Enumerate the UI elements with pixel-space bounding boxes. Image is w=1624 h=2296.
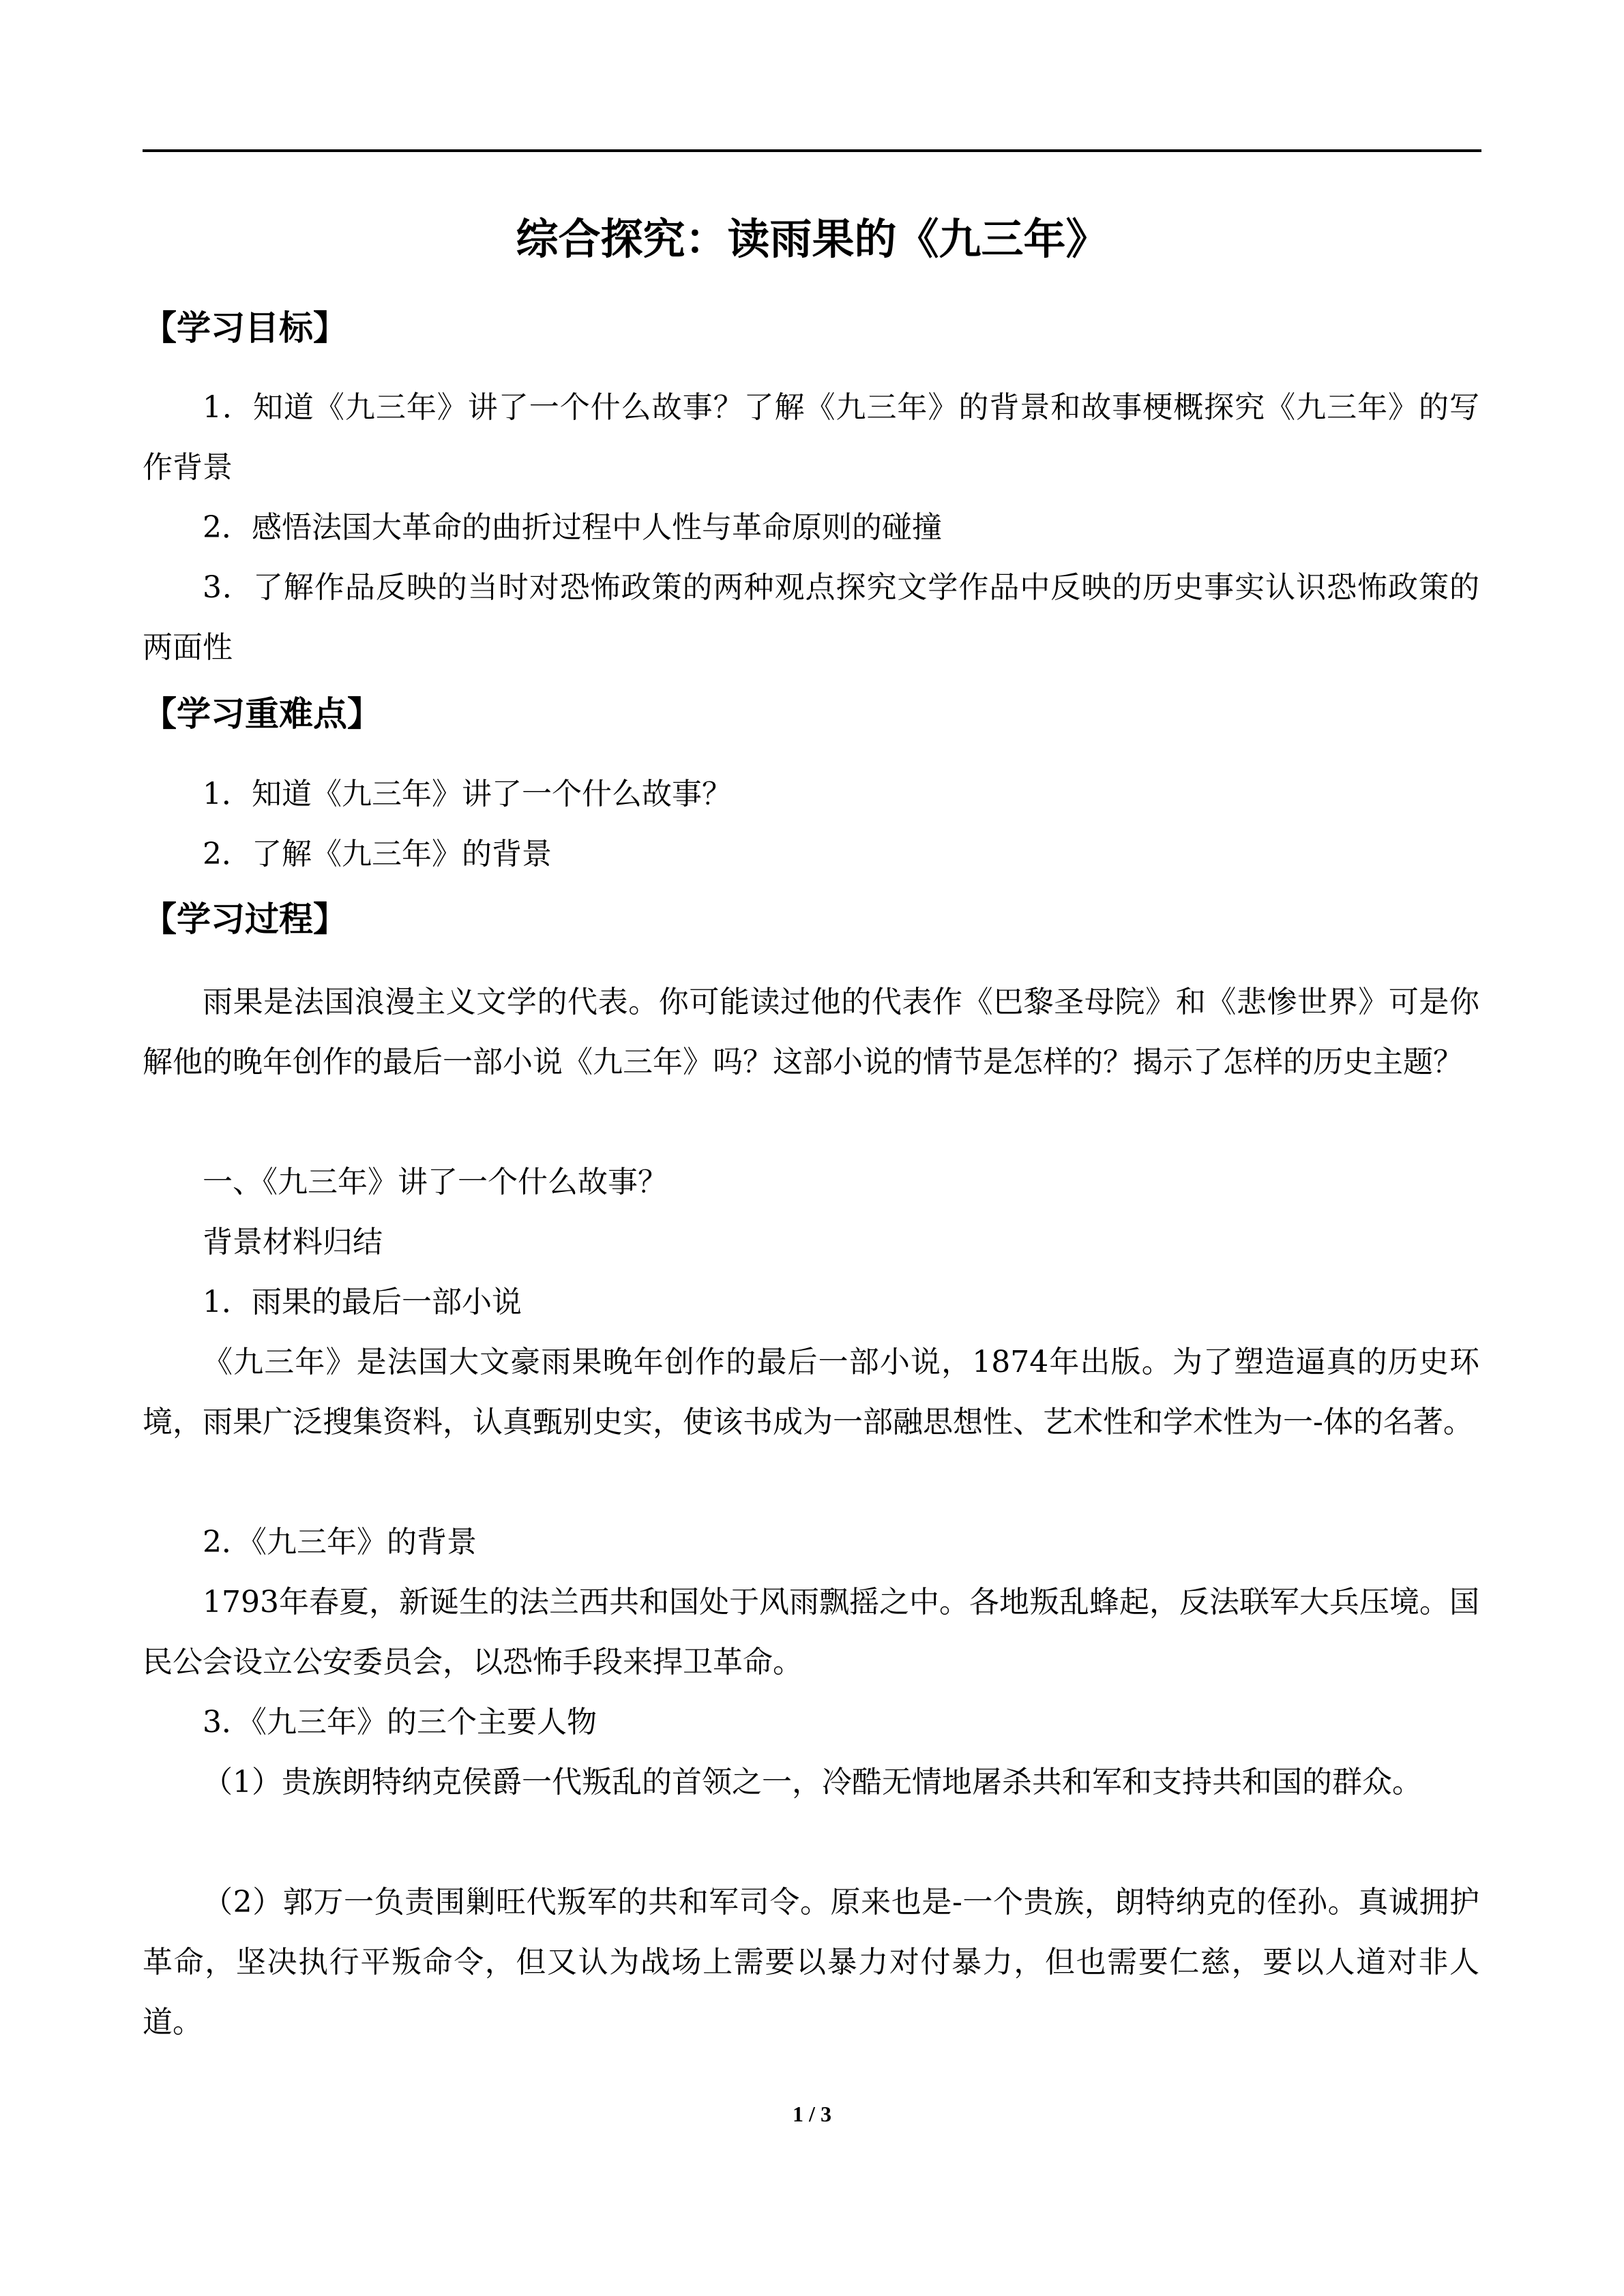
key-point-item-1: 1．知道《九三年》讲了一个什么故事？: [203, 777, 732, 811]
section-heading-process: 【学习过程】: [143, 899, 347, 939]
page-title: 综合探究：读雨果的《九三年》: [516, 214, 1108, 264]
character-item-1: （1）贵族朗特纳克侯爵一代叛乱的首领之一，冷酷无情地屠杀共和军和支持共和国的群众。: [203, 1765, 1422, 1800]
objective-item-2: 2．感悟法国大革命的曲折过程中人性与革命原则的碰撞: [203, 510, 942, 545]
paragraph-last-novel: 《九三年》是法国大文豪雨果晚年创作的最后一部小说，1874年出版。为了塑造逼真的历史环境，雨果广泛搜集资料，认真甄别史实，使该书成为一部融思想性、艺术性和学术性为一-体的名著。: [143, 1345, 1479, 1440]
subheading-last-novel: 1．雨果的最后一部小说: [203, 1285, 522, 1320]
section-heading-objectives: 【学习目标】: [143, 308, 347, 348]
objective-item-1: 1．知道《九三年》讲了一个什么故事？了解《九三年》的背景和故事梗概探究《九三年》的写作背景: [143, 390, 1479, 485]
header-rule: [143, 149, 1481, 152]
section-heading-key-points: 【学习重难点】: [143, 694, 381, 734]
character-item-2: （2）郭万一负责围剿旺代叛军的共和军司令。原来也是-一个贵族，朗特纳克的侄孙。真诚拥护革命，坚决执行平叛命令，但又认为战场上需要以暴力对付暴力，但也需要仁慈，要以人道对非人道。: [143, 1885, 1479, 2040]
key-point-item-2: 2．了解《九三年》的背景: [203, 837, 552, 871]
subheading-main-characters: 3．《九三年》的三个主要人物: [203, 1705, 597, 1740]
subheading-background: 2．《九三年》的背景: [203, 1525, 477, 1560]
page-number: 1 / 3: [793, 2102, 831, 2126]
background-summary-label: 背景材料归结: [203, 1225, 383, 1259]
process-question-heading: 一、《九三年》讲了一个什么故事？: [203, 1165, 668, 1199]
process-intro-paragraph: 雨果是法国浪漫主义文学的代表。你可能读过他的代表作《巴黎圣母院》和《悲惨世界》可是你解他的晚年创作的最后一部小说《九三年》吗？这部小说的情节是怎样的？揭示了怎样的历史主题？: [143, 985, 1479, 1079]
objective-item-3: 3．了解作品反映的当时对恐怖政策的两种观点探究文学作品中反映的历史事实认识恐怖政策的两面性: [143, 570, 1479, 665]
paragraph-background: 1793年春夏，新诞生的法兰西共和国处于风雨飘摇之中。各地叛乱蜂起，反法联军大兵压境。国民公会设立公安委员会，以恐怖手段来捍卫革命。: [143, 1585, 1479, 1680]
